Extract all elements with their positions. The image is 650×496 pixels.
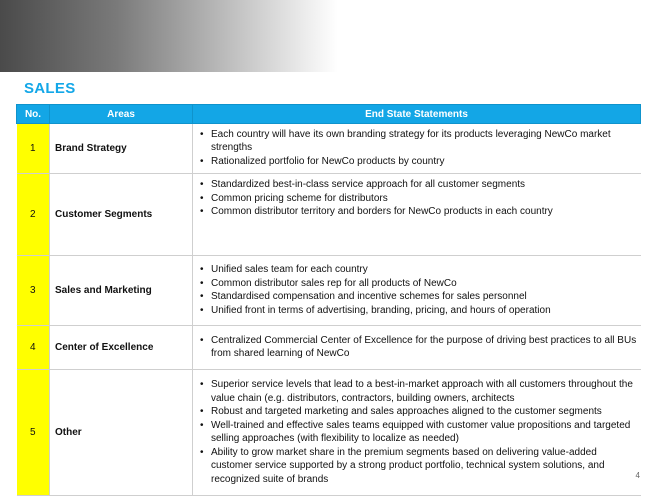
row-statements: [193, 256, 641, 326]
table-row: [17, 174, 641, 256]
row-number: 4: [17, 326, 50, 370]
table-row: [17, 326, 641, 370]
row-area: Center of Excellence: [50, 326, 193, 370]
statement-bullet: • Unified sales team for each country: [211, 263, 637, 277]
statement-bullet: • Each country will have its own branding strategy for its products leveraging NewCo market strengths: [211, 128, 637, 155]
row-number: 5: [17, 370, 50, 496]
statement-bullet: • Common distributor territory and borders for NewCo products in each country: [211, 205, 637, 219]
row-number: 2: [17, 174, 50, 256]
statement-bullet: • Superior service levels that lead to a best-in-market approach with all customers throughout the value chain (e.g. distributors, contractors, building owners, architects: [211, 378, 637, 405]
row-area: Sales and Marketing: [50, 256, 193, 326]
row-statements: [193, 326, 641, 370]
statement-bullet: • Standardised compensation and incentive schemes for sales personnel: [211, 290, 637, 304]
row-statements: [193, 370, 641, 496]
statement-bullet: • Common pricing scheme for distributors: [211, 192, 637, 206]
header-areas: Areas: [50, 105, 193, 124]
row-statements: [193, 124, 641, 174]
statement-bullet: • Rationalized portfolio for NewCo products by country: [211, 155, 637, 169]
header-gradient-banner: [0, 0, 650, 72]
row-number: 1: [17, 124, 50, 174]
table-row: [17, 124, 641, 174]
table-header-row: [17, 105, 641, 124]
row-area: Customer Segments: [50, 174, 193, 256]
row-statements: [193, 174, 641, 256]
statement-bullet: • Standardized best-in-class service approach for all customer segments: [211, 178, 637, 192]
statement-bullet: • Well-trained and effective sales teams equipped with customer value propositions and targeted selling approaches (with flexibility to localize as needed): [211, 419, 637, 446]
statement-bullet: • Common distributor sales rep for all products of NewCo: [211, 277, 637, 291]
slide-title: SALES: [24, 80, 76, 97]
statement-bullet: • Robust and targeted marketing and sales approaches aligned to the customer segments: [211, 405, 637, 419]
table-row: [17, 256, 641, 326]
sales-end-state-table: [16, 104, 641, 496]
statement-bullet: • Unified front in terms of advertising, branding, pricing, and hours of operation: [211, 304, 637, 318]
row-area: Other: [50, 370, 193, 496]
table-row: [17, 370, 641, 496]
page-number: 4: [635, 471, 640, 480]
statement-bullet: • Centralized Commercial Center of Excellence for the purpose of driving best practices to all BUs from shared learning of NewCo: [211, 334, 637, 361]
statement-bullet: • Ability to grow market share in the premium segments based on delivering value-added customer service supported by a strong product portfolio, technical system solutions, and recognized suite of brands: [211, 446, 637, 487]
header-statements: End State Statements: [193, 105, 641, 124]
header-no: No.: [17, 105, 50, 124]
row-number: 3: [17, 256, 50, 326]
row-area: Brand Strategy: [50, 124, 193, 174]
